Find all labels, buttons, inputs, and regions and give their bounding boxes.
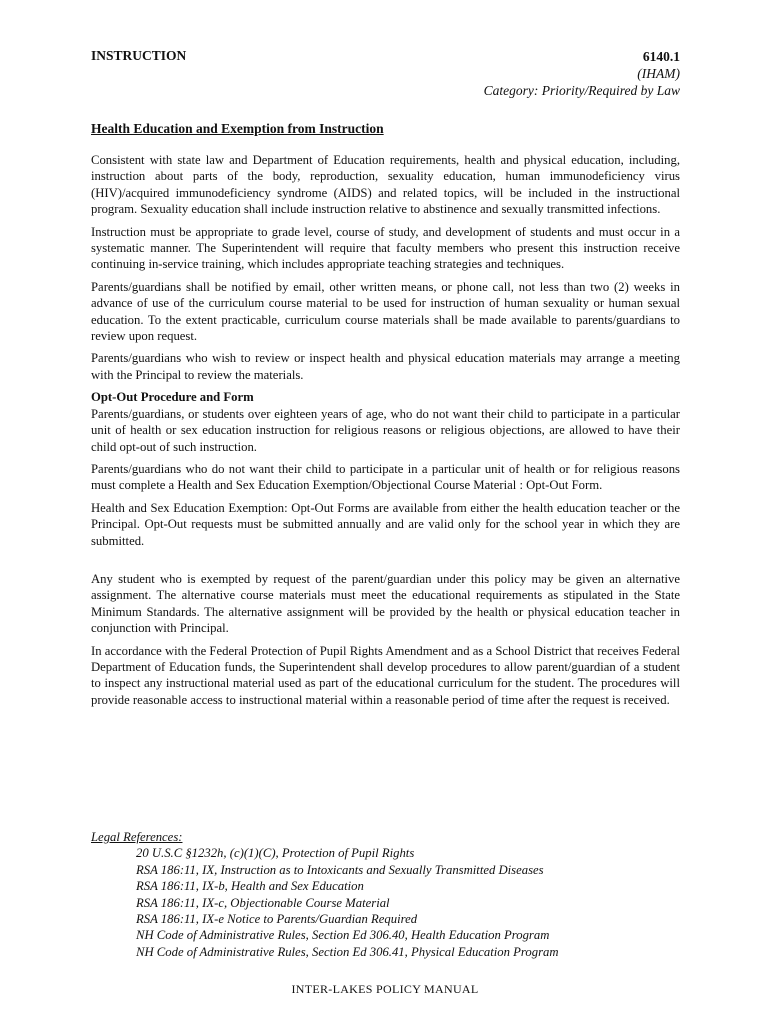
legal-reference-item: RSA 186:11, IX-c, Objectionable Course Material [136,895,390,910]
policy-body [91,152,680,708]
paragraph: Health and Sex Education Exemption: Opt-Out Forms are available from either the health education teacher or the Principal. Opt-Out requests must be submitted annually and are valid only for the school year in which they are submitted. [91,500,680,548]
paragraph: Parents/guardians who do not want their child to participate in a particular unit of health or for religious reasons must complete a Health and Sex Education Exemption/Objectional Course Material : Opt-Out Form. [91,461,680,493]
policy-title: Health Education and Exemption from Instruction [91,121,384,136]
section-label: INSTRUCTION [91,48,187,63]
policy-category: Category: Priority/Required by Law [483,83,680,98]
paragraph: In accordance with the Federal Protection of Pupil Rights Amendment and as a School District that receives Federal Department of Education funds, the Superintendent shall develop procedures to allow parent/guardian of a student to inspect any instructional material used as part of the educational curriculum for the student. The procedures will provide reasonable access to instructional material within a reasonable period of time after the request is received. [91,643,680,707]
optout-heading: Opt-Out Procedure and Form [91,390,254,405]
legal-references [91,829,559,960]
policy-number: 6140.1 [642,49,680,64]
paragraph: Parents/guardians, or students over eighteen years of age, who do not want their child to participate in a particular unit of health or sex education instruction for religious reasons or religious objections, are allowed to have their child opt-out of such instruction. [91,406,680,454]
paragraph: Any student who is exempted by request of the parent/guardian under this policy may be given an alternative assignment. The alternative course materials must meet the educational requirements as stipulated in the State Minimum Standards. The alternative assignment will be provided by the health or physical education teacher in conjunction with Principal. [91,571,680,636]
policy-header [484,48,680,99]
legal-reference-item: NH Code of Administrative Rules, Section Ed 306.40, Health Education Program [136,928,550,943]
legal-references-list [91,845,559,960]
legal-reference-item: RSA 186:11, IX-e Notice to Parents/Guardian Required [136,912,418,927]
legal-reference-item: NH Code of Administrative Rules, Section Ed 306.41, Physical Education Program [136,944,559,959]
legal-reference-item: 20 U.S.C §1232h, (c)(1)(C), Protection of Pupil Rights [136,846,415,861]
paragraph: Parents/guardians who wish to review or inspect health and physical education materials may arrange a meeting with the Principal to review the materials. [91,351,680,382]
page-footer: INTER-LAKES POLICY MANUAL [291,982,479,996]
legal-reference-item: RSA 186:11, IX, Instruction as to Intoxicants and Sexually Transmitted Diseases [136,862,544,877]
paragraph: Parents/guardians shall be notified by email, other written means, or phone call, not less than two (2) weeks in advance of use of the curriculum course material to be used for instruction of human sexuality or human sexual education. To the extent practicable, curriculum course materials shall be made available to parents/guardians to review upon request. [91,279,680,344]
paragraph: Consistent with state law and Department of Education requirements, health and physical education, including, instruction about parts of the body, reproduction, sexuality education, human immunodeficiency virus (HIV)/acquired immunodeficiency syndrome (AIDS) and related topics, will be included in the instructional program. Sexuality education shall include instruction relative to abstinence and sexually transmitted infections. [91,153,680,217]
legal-references-heading: Legal References: [91,830,183,844]
paragraph: Instruction must be appropriate to grade level, course of study, and development of students and must occur in a systematic manner. The Superintendent will require that faculty members who present this instruction receive continuing in-service training, which includes appropriate teaching strategies and techniques. [91,224,680,272]
legal-reference-item: RSA 186:11, IX-b, Health and Sex Education [136,879,364,894]
spacer [91,555,680,571]
policy-code: (IHAM) [637,66,680,81]
